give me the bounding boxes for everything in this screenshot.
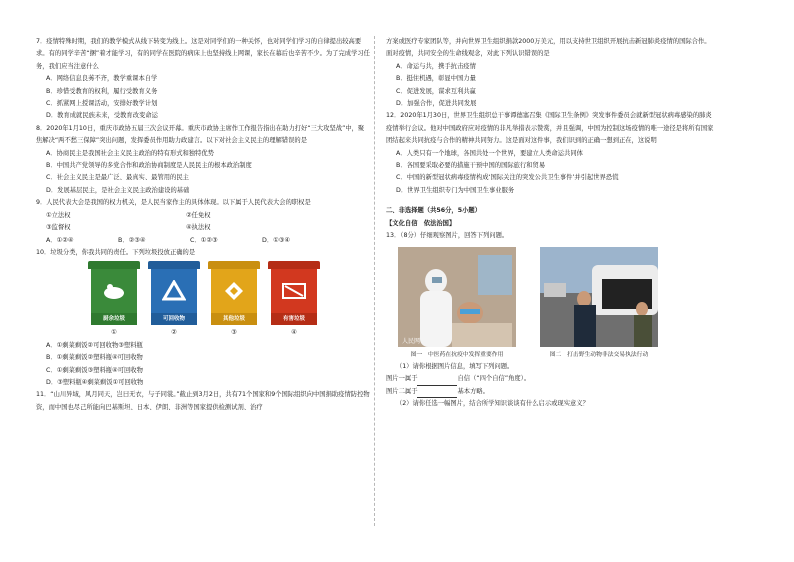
medical-worker-image (398, 247, 516, 347)
q13-sub2: （2）请你任选一幅图片，结合所学知识谈谈有什么启示或现实意义？ (396, 400, 589, 408)
photo-caption-row (398, 349, 716, 361)
q9-stem: 9．人民代表大会是我国的权力机关，是人民当家作主的具体体现。以下属于人民代表大会的职权是 (36, 199, 311, 207)
answer-blank-2[interactable] (417, 389, 457, 398)
section-subtitle: 【文化自信 依法治国】 (386, 219, 456, 227)
q9-item: ④执法权 (186, 224, 211, 232)
q7-option-b: B．珍惜受教育的权利，履行受教育义务 (46, 87, 158, 95)
bin-lid (148, 261, 200, 269)
q9-option-d: D．①③④ (262, 236, 291, 244)
q10-stem: 10．垃圾分类，你我共同的责任。下列垃圾投放正确的是 (36, 248, 196, 256)
q10-option-c: C．①剩菜剩饭③塑料瓶④可回收物 (46, 366, 143, 374)
recycle-icon (162, 280, 186, 302)
q8-option-d: D．发展基层民主，是社会主义民主政治建设的基础 (46, 186, 190, 194)
q11-stem-continued: 方案或医疗专家团队等，并向世界卫生组织捐款2000万美元，用以支持世卫组织开展抗击新冠肺炎疫情的国际合作。面对疫情，共同安全的生命线观念，对此下列认识错误的是 (386, 38, 711, 58)
bin-body (271, 269, 317, 313)
answer-line-1-prefix: 图片一属于 (386, 375, 418, 383)
q8-option-b: B．中国共产党领导的多党合作和政治协商制度是人民民主的根本政治制度 (46, 162, 252, 170)
bin-lid (208, 261, 260, 269)
q9-item: ①立法权 (46, 211, 71, 219)
q9-item: ②任免权 (186, 211, 211, 219)
bin-label: 厨余垃圾 (91, 313, 137, 325)
trash-bin-hazardous (268, 261, 320, 327)
q9-items-row-2 (36, 222, 370, 234)
other-waste-icon (223, 280, 245, 302)
q11-option-b: B．挺住机遇，彰显中国力量 (396, 75, 476, 83)
q11-option-a: A．命运与共，携手抗击疫情 (396, 62, 476, 70)
q11-option-c: C．促进发展，谋求互利共赢 (396, 87, 476, 95)
svg-text:人民网: 人民网 (402, 337, 421, 345)
trash-bin-kitchen (88, 261, 140, 327)
q12-stem: 12．2020年1月30日，世界卫生组织总干事谭德塞召集《国际卫生条例》突发事件委员会就新型冠状病毒感染的肺炎疫情举行会议。他对中国政府应对疫情的非凡举措表示赞赏，并且强调，中国为控制这场疫情的唯一途径是将所有国家团结起来共同抗疫与合作的精神共同努力。这是面对这件事，我们识到的正确一想到正在，这说明 (386, 112, 714, 145)
q9-item: ③监督权 (46, 224, 71, 232)
q11-option-d: D．加强合作，促进共同发展 (396, 100, 477, 108)
bin-lid (88, 261, 140, 269)
answer-line-2-prefix: 图片二属于 (386, 387, 418, 395)
answer-line-2-suffix: 基本方略。 (457, 387, 489, 395)
enforcement-action-image (540, 247, 658, 347)
bin-number: ③ (231, 329, 237, 337)
hazardous-waste-icon (281, 281, 307, 301)
bin-number: ④ (291, 329, 297, 337)
q9-option-a: A．①②④ (46, 236, 74, 244)
q10-option-b: B．①剩菜剩饭②塑料瓶④可回收物 (46, 354, 143, 362)
photo-row (398, 247, 716, 347)
q8-option-a: A．协商民主是我国社会主义民主政治的特有形式和独特优势 (46, 149, 215, 157)
trash-bin-recyclable (148, 261, 200, 327)
photo-wildlife-enforcement (540, 247, 658, 347)
q10-option-a: A．①剩菜剩饭②可回收物③塑料瓶 (46, 341, 143, 349)
q9-option-b: B．②③④ (118, 236, 146, 244)
section-title: 二、非选择题（共56分，5小题） (386, 207, 482, 215)
bin-body (151, 269, 197, 313)
trash-bins-figure (88, 261, 370, 327)
column-divider (374, 36, 375, 526)
right-column (386, 36, 716, 411)
bin-label: 有害垃圾 (271, 313, 317, 325)
q12-option-c: C．中国的新型冠状病毒疫情构成‘国际关注的突发公共卫生事件’并引起世界恐慌 (396, 174, 619, 182)
q10-option-d: D．③塑料瓶④剩菜剩饭①可回收物 (46, 378, 144, 386)
left-column (36, 36, 370, 414)
photo-medical-staff (398, 247, 516, 347)
bin-number-row (88, 327, 370, 339)
trash-bin-other (208, 261, 260, 327)
q13-stem: 13．（8分）仔细观察图片，回答下列问题。 (386, 232, 509, 240)
q13-sub1: （1）请你根据图片信息，填写下列问题。 (396, 362, 514, 370)
bin-body (91, 269, 137, 313)
q9-options (36, 235, 370, 247)
q9-items-row-1 (36, 210, 370, 222)
bin-lid (268, 261, 320, 269)
q9-option-c: C．①②③ (190, 236, 218, 244)
bin-body (211, 269, 257, 313)
bin-number: ② (171, 329, 177, 337)
q7-option-c: C．抓紧网上授课活动，安排好教学计划 (46, 100, 158, 108)
answer-line-1 (386, 373, 716, 385)
q7-option-d: D．教育成就民族未来，受教育改变命运 (46, 112, 158, 120)
bin-label: 其他垃圾 (211, 313, 257, 325)
answer-line-1-suffix: 自信（“四个自信”角度）。 (457, 375, 531, 383)
q12-option-b: B．各国要采取必要的措施干预中国的国际旅行和贸易 (396, 162, 546, 170)
bin-number: ① (111, 329, 117, 337)
answer-blank-1[interactable] (417, 377, 457, 386)
photo-caption-1: 图一 中医药在抗疫中发挥重要作用 (410, 351, 504, 358)
answer-line-2 (386, 386, 716, 398)
q12-option-a: A．人类只有一个地球，各国共处一个世界，要建立人类命运共同体 (396, 149, 583, 157)
q8-stem: 8．2020年1月10日，重庆市政协五届三次会议开幕。重庆市政协主席作工作报告指出在助力打好“三大攻坚战”中，聚焦解决“两不愁三保障”突出问题，发挥委员作用助力政建言。以下对社会主义民主的理解错误的是 (36, 124, 365, 145)
q8-option-c: C．社会主义民主是最广泛、最真实、最管用的民主 (46, 174, 189, 182)
photo-caption-2: 图二 打击野生动物非法交易执法行动 (549, 351, 649, 358)
q12-option-d: D．世界卫生组织专门为中国卫生事业服务 (396, 186, 515, 194)
q7-option-a: A．网络信息良莠不齐，教学重课本自学 (46, 75, 158, 83)
bin-label: 可回收物 (151, 313, 197, 325)
food-waste-icon (101, 281, 127, 301)
q11-stem: 11．“山川异域，风月同天，岂曰无衣，与子同裳。”截止到3月2日，共有71个国家和9个国际组织向中国捐助疫情防控物资，而中国也尽己所能向巴基斯坦、日本、伊朗、非洲等国家提供检测试剂、治疗 (36, 391, 370, 411)
q7-stem: 7．疫情特殊时期，我们的教学模式从线下转变为线上。这是对同学们的一种关怀，也对同学们学习的自律提出较高要求。有的同学辛苦“捆”着才能学习，有的同学在医院的病床上也坚持线上网课，家长在幕后也辛苦不少。为了完成学习任务，我们应当注意什么 (36, 38, 370, 70)
